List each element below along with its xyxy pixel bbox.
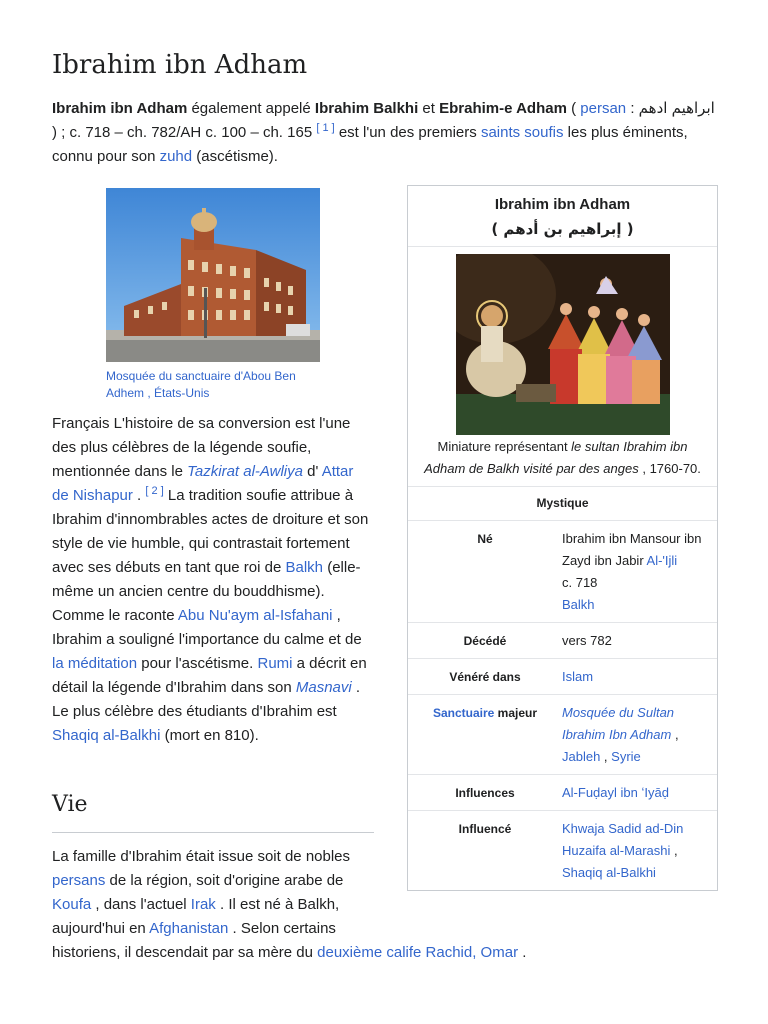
link-shaqiq[interactable]: Shaqiq al-Balkhi bbox=[52, 727, 161, 744]
bold-name: Ibrahim ibn Adham bbox=[52, 100, 188, 117]
link-jableh[interactable]: Jableh bbox=[562, 749, 601, 764]
infobox-row-influence bbox=[408, 811, 717, 890]
link-soufis[interactable]: soufis bbox=[524, 124, 564, 141]
ref-1[interactable]: [ 1 ] bbox=[316, 122, 335, 134]
infobox bbox=[407, 185, 718, 891]
infobox-header bbox=[408, 186, 717, 247]
link-persan[interactable]: persan bbox=[580, 100, 627, 117]
text: les plus éminents, connu pour son bbox=[52, 124, 688, 165]
text: . Selon certains bbox=[228, 920, 336, 937]
link-meditation[interactable]: la méditation bbox=[52, 655, 138, 672]
link-masnavi[interactable] bbox=[296, 679, 352, 696]
text: , bbox=[671, 727, 679, 742]
text: historiens, il descendait par sa mère du bbox=[52, 944, 318, 961]
infobox-image-block bbox=[408, 247, 717, 487]
text: Miniature représentant bbox=[437, 439, 572, 454]
text: (elle-même un ancien centre du bouddhisme). Comme le raconte bbox=[52, 559, 361, 624]
mosque-photo[interactable] bbox=[106, 188, 320, 362]
text: Français L'histoire de sa conversion est l'une des plus célèbres de la légende soufie, mentionnée dans le bbox=[52, 415, 351, 480]
link-zuhd[interactable]: zuhd bbox=[159, 148, 193, 165]
link-sanctuaire[interactable]: Sanctuaire bbox=[432, 706, 495, 720]
link-calife[interactable]: deuxième calife Rachid, Omar bbox=[317, 944, 519, 961]
text: . Le plus célèbre des étudiants d'Ibrahim est bbox=[52, 679, 361, 720]
text: . bbox=[518, 944, 527, 961]
link-persans[interactable]: persans bbox=[52, 872, 106, 889]
lead-paragraph bbox=[52, 97, 717, 169]
miniature-painting[interactable] bbox=[456, 254, 670, 435]
link-shaqiq-infobox[interactable]: Shaqiq al-Balkhi bbox=[562, 865, 656, 880]
text: , bbox=[600, 749, 612, 764]
link-tazkirat[interactable] bbox=[187, 463, 303, 480]
row-value bbox=[562, 666, 707, 688]
text: majeur bbox=[494, 706, 538, 720]
link-saints[interactable]: saints bbox=[480, 124, 521, 141]
link-rumi[interactable]: Rumi bbox=[257, 655, 293, 672]
text: de la région, soit d'origine arabe de bbox=[105, 872, 344, 889]
text: et bbox=[418, 100, 440, 117]
infobox-row-decede bbox=[408, 623, 717, 659]
link-afghanistan[interactable]: Afghanistan bbox=[149, 920, 229, 937]
link-balkh-infobox[interactable]: Balkh bbox=[562, 597, 595, 612]
text: c. 718 bbox=[562, 575, 598, 590]
link-attar[interactable]: Attar de Nishapur bbox=[52, 463, 354, 504]
row-value bbox=[562, 818, 707, 884]
infobox-row-influences bbox=[408, 775, 717, 811]
infobox-arabic-title: ( إبراهيم بن أدهم ) bbox=[491, 220, 634, 238]
infobox-caption bbox=[408, 436, 717, 480]
text: pour l'ascétisme. bbox=[137, 655, 258, 672]
row-label: Vénéré dans bbox=[449, 670, 521, 684]
bold-alt-name-2: Ebrahim-e Adham bbox=[439, 100, 567, 117]
link-koufa[interactable]: Koufa bbox=[52, 896, 92, 913]
text: Ibrahim ibn Mansour ibn Zayd ibn Jabir bbox=[562, 531, 702, 568]
row-value: vers 782 bbox=[562, 633, 612, 648]
link-syrie[interactable]: Syrie bbox=[611, 749, 641, 764]
text: , 1760-70. bbox=[638, 461, 701, 476]
text: (ascétisme). bbox=[192, 148, 278, 165]
link-islam[interactable]: Islam bbox=[562, 669, 594, 684]
text: d' bbox=[303, 463, 322, 480]
text: ( bbox=[566, 100, 581, 117]
row-label: Décédé bbox=[463, 634, 507, 648]
text: , dans l'actuel bbox=[91, 896, 191, 913]
vie-narrow-block bbox=[52, 845, 374, 941]
row-label: Influences bbox=[455, 786, 515, 800]
text: . Il est né à Balkh, aujourd'hui en bbox=[52, 896, 340, 937]
row-value bbox=[562, 528, 707, 616]
infobox-section-mystique: Mystique bbox=[408, 487, 717, 521]
link-text: Tazkirat al-Awliya bbox=[187, 463, 303, 480]
text: (mort en 810). bbox=[160, 727, 259, 744]
link-text: Mosquée du Sultan Ibrahim Ibn Adham bbox=[562, 705, 675, 742]
infobox-title: Ibrahim ibn Adham bbox=[494, 196, 631, 213]
caption-italic: le sultan Ibrahim ibn Adham de Balkh visité par des anges bbox=[424, 439, 688, 476]
text: également appelé bbox=[187, 100, 315, 117]
arabic-name: ابراهیم ادهم bbox=[638, 100, 715, 117]
link-fudayl[interactable]: Al-Fuḍayl ibn ʻIyāḍ bbox=[562, 785, 669, 800]
infobox-row-sanctuaire bbox=[408, 695, 717, 775]
link-balkh[interactable]: Balkh bbox=[285, 559, 324, 576]
row-value bbox=[562, 782, 707, 804]
row-label: Influencé bbox=[458, 822, 512, 836]
link-al-ijli[interactable]: Al-'Ijli bbox=[646, 553, 678, 568]
text: , bbox=[670, 843, 678, 858]
text: est l'un des premiers bbox=[334, 124, 481, 141]
row-label: Né bbox=[477, 532, 493, 546]
section-heading-vie: Vie bbox=[52, 792, 88, 817]
row-value bbox=[562, 702, 707, 768]
infobox-row-ne bbox=[408, 521, 717, 623]
row-label bbox=[408, 702, 562, 768]
link-text: Masnavi bbox=[295, 679, 352, 696]
link-irak[interactable]: Irak bbox=[190, 896, 216, 913]
link-mosquee-sultan[interactable] bbox=[562, 705, 674, 742]
conversion-paragraph bbox=[52, 412, 374, 748]
bold-alt-name: Ibrahim Balkhi bbox=[314, 100, 419, 117]
text: La famille d'Ibrahim était issue soit de nobles bbox=[52, 848, 351, 865]
text: ) ; c. 718 – ch. 782/AH c. 100 – ch. 165 bbox=[52, 124, 317, 141]
ref-2[interactable]: [ 2 ] bbox=[145, 485, 164, 497]
page-title: Ibrahim ibn Adham bbox=[52, 50, 308, 80]
mosque-figure bbox=[106, 188, 321, 402]
text: . bbox=[132, 487, 146, 504]
link-khwaja[interactable]: Khwaja Sadid ad-Din Huzaifa al-Marashi bbox=[562, 821, 684, 858]
text: La tradition soufie attribue à Ibrahim d'innombrables actes de droiture et son style de vie humble, qui contrastait fortement avec ses débuts en tant que roi de bbox=[52, 487, 369, 576]
text: : bbox=[626, 100, 639, 117]
text: , Ibrahim a souligné l'importance du calme et de bbox=[52, 607, 362, 648]
link-abu-nuaym[interactable]: Abu Nu'aym al-Isfahani bbox=[177, 607, 333, 624]
infobox-row-venere bbox=[408, 659, 717, 695]
text: a décrit en détail la légende d'Ibrahim dans son bbox=[52, 655, 367, 696]
mosque-caption[interactable]: Mosquée du sanctuaire d'Abou Ben Adhem , États-Unis bbox=[106, 369, 296, 400]
section-divider bbox=[52, 832, 374, 833]
